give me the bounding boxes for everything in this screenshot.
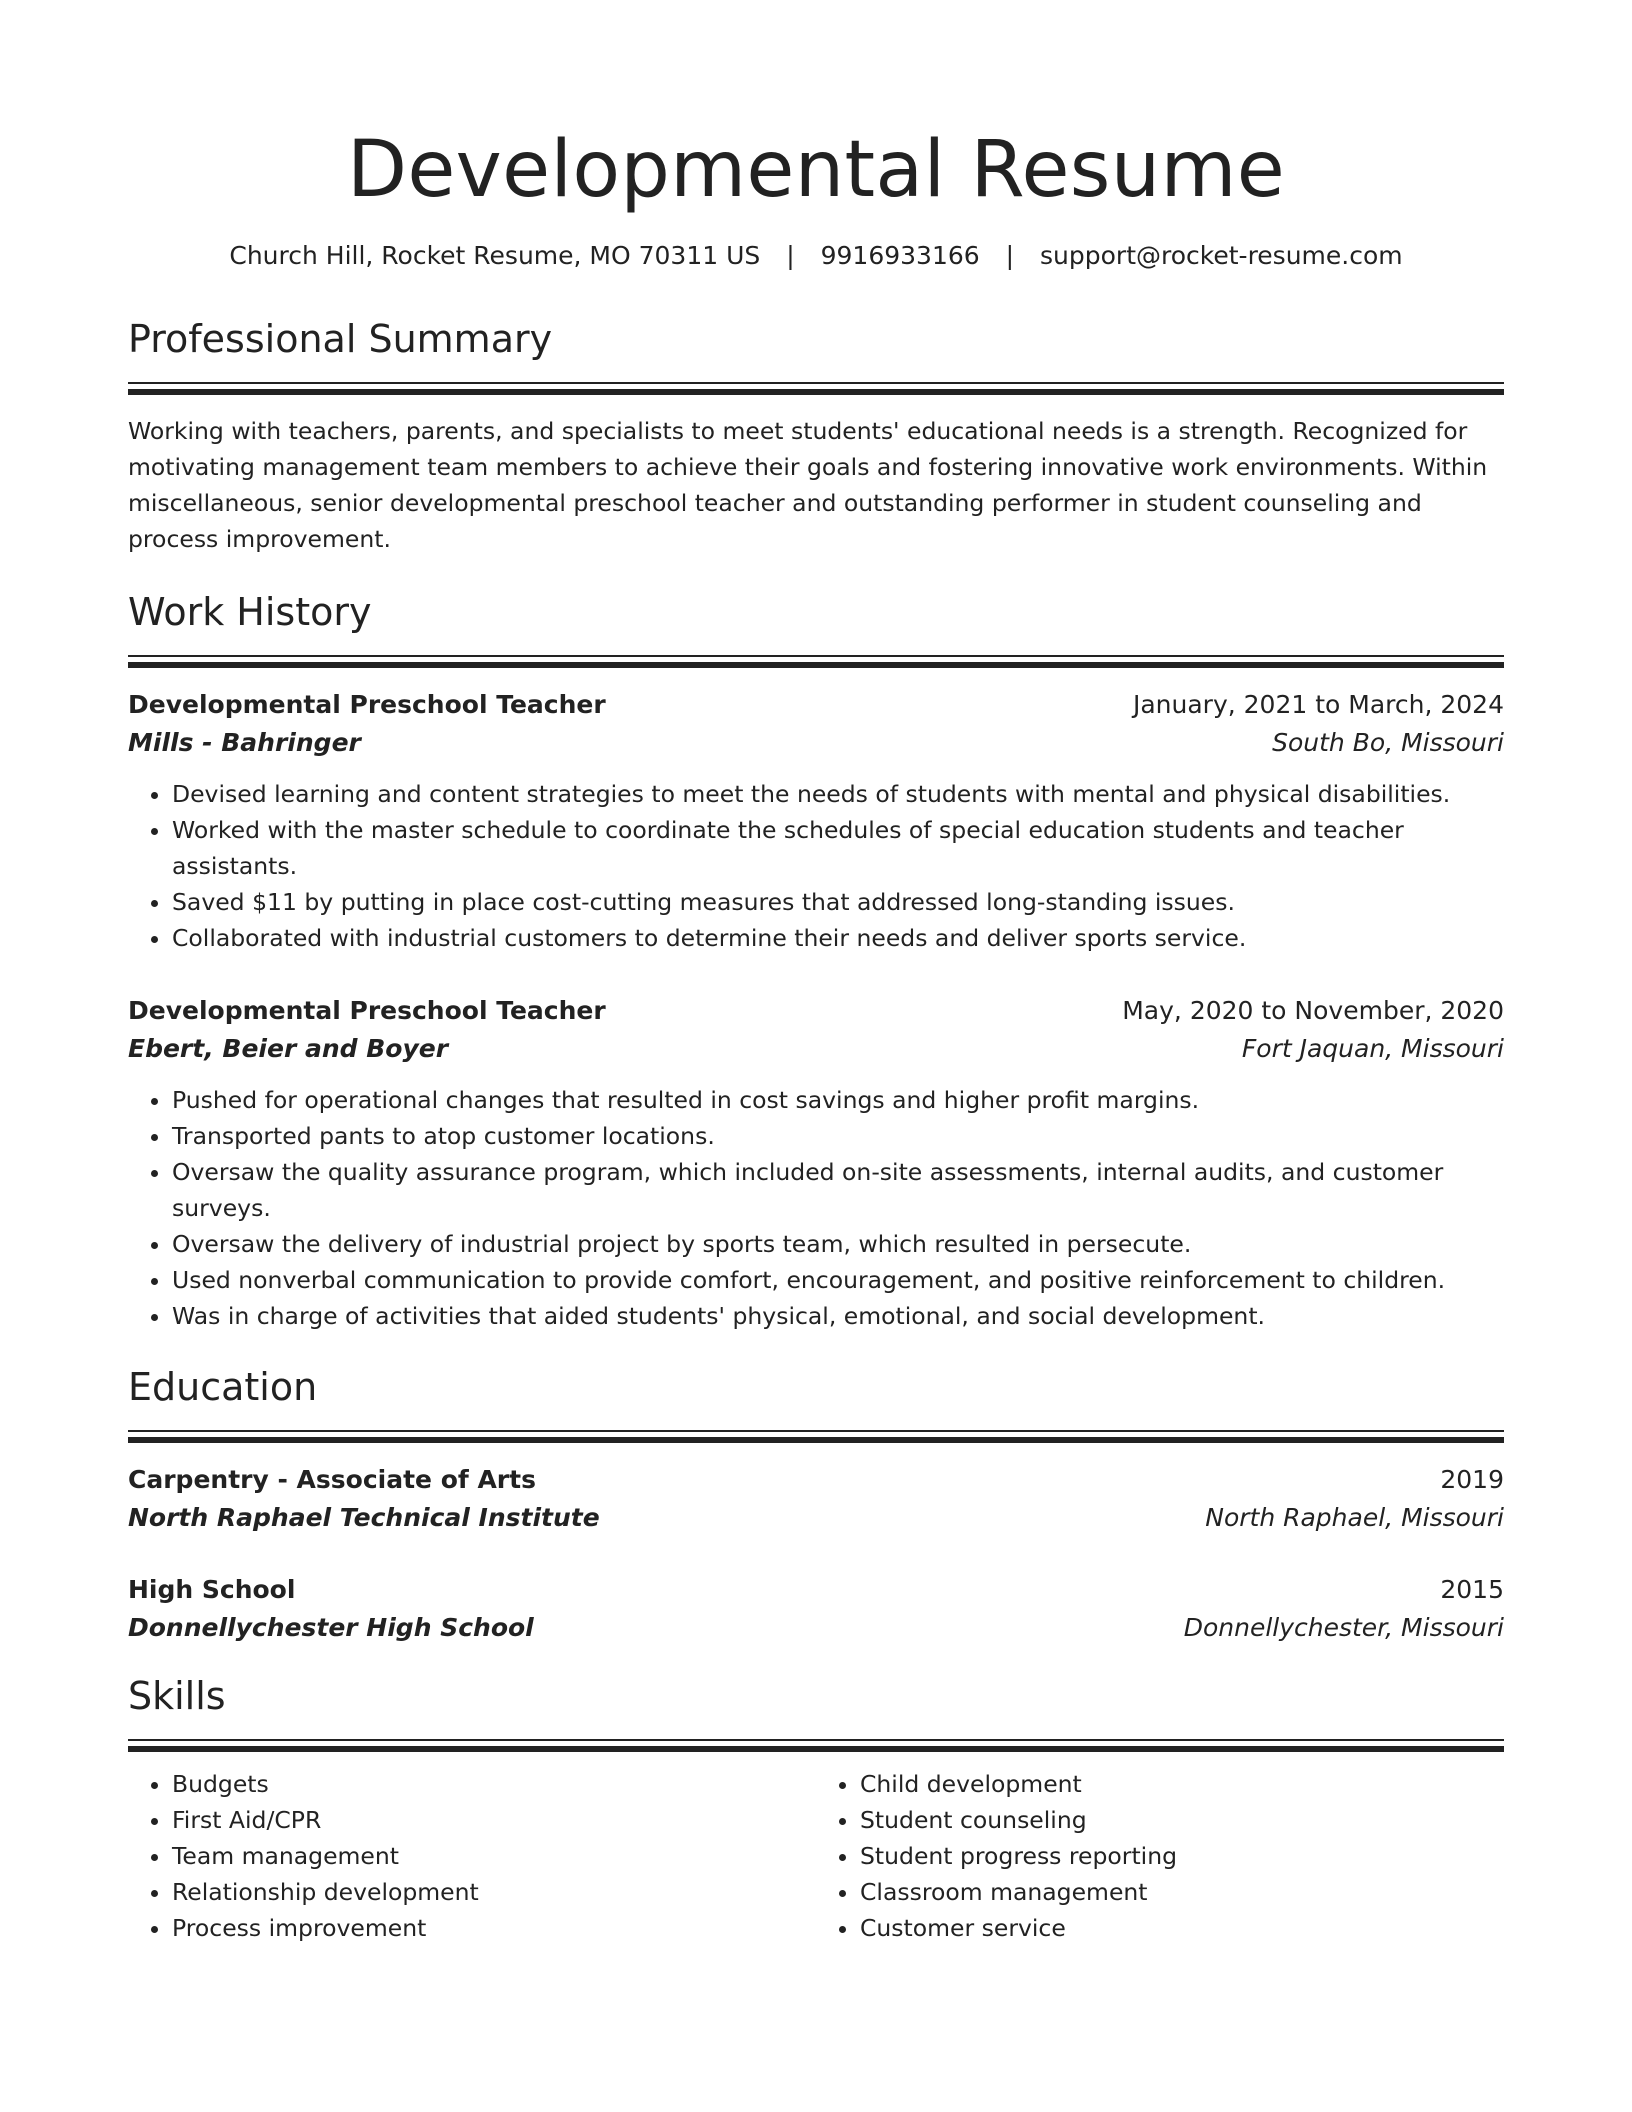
job-location: Fort Jaquan, Missouri [1241,1034,1504,1063]
job-dates: May, 2020 to November, 2020 [1122,996,1504,1025]
skill-item: • Budgets [172,1766,816,1802]
list-item: • Saved $11 by putting in place cost-cutting measures that addressed long-standing issues. [172,884,1504,920]
summary-text: Working with teachers, parents, and specialists to meet students' educational needs is a strength. Recognized for motivating management team members to achieve their goals and fostering innovative work environments. Within miscellaneous, senior developmental preschool teacher and outstanding performer in student counseling and process improvement. [128,417,1488,553]
skill-item: • Customer service [860,1910,1504,1946]
education-location: North Raphael, Missouri [1205,1503,1504,1532]
list-item: • Oversaw the delivery of industrial project by sports team, which resulted in persecute. [172,1226,1504,1262]
education-degree: High School [128,1575,296,1604]
education-year: 2019 [1440,1465,1504,1494]
list-item: • Was in charge of activities that aided students' physical, emotional, and social development. [172,1298,1504,1334]
education-school: North Raphael Technical Institute [128,1503,600,1532]
work-history-section [128,587,1504,1334]
section-divider [128,1430,1504,1443]
job-company: Ebert, Beier and Boyer [128,1034,449,1063]
education-heading: Education [128,1365,318,1409]
education-school-row [128,1609,1504,1647]
list-item: • Collaborated with industrial customers to determine their needs and deliver sports service. [172,920,1504,956]
education-entry [128,1571,1504,1647]
list-item: • Worked with the master schedule to coordinate the schedules of special education students and teacher assistants. [172,812,1504,884]
job-entry [128,686,1504,956]
education-degree: Carpentry - Associate of Arts [128,1465,536,1494]
list-item: • Devised learning and content strategies to meet the needs of students with mental and physical disabilities. [172,776,1504,812]
skill-item: • First Aid/CPR [172,1802,816,1838]
section-divider [128,382,1504,395]
section-divider [128,1739,1504,1752]
list-item: • Used nonverbal communication to provide comfort, encouragement, and positive reinforcement to children. [172,1262,1504,1298]
job-company: Mills - Bahringer [128,728,361,757]
resume-name: Developmental Resume [346,125,1286,215]
contact-separator: | [1005,241,1015,270]
contact-address: Church Hill, Rocket Resume, MO 70311 US [229,241,761,270]
contact-email: support@rocket-resume.com [1040,241,1403,270]
skill-item: • Team management [172,1838,816,1874]
job-title: Developmental Preschool Teacher [128,690,606,719]
skill-item: • Child development [860,1766,1504,1802]
job-header-row [128,686,1504,724]
skill-item: • Classroom management [860,1874,1504,1910]
contact-separator: | [786,241,795,270]
job-header-row [128,992,1504,1030]
job-location: South Bo, Missouri [1272,728,1504,757]
education-entry [128,1461,1504,1537]
education-header-row [128,1571,1504,1609]
skills-grid [128,1766,1504,1946]
job-entry [128,992,1504,1334]
contact-phone: 9916933166 [820,241,980,270]
summary-heading: Professional Summary [128,317,553,361]
education-year: 2015 [1440,1575,1504,1604]
skills-section [128,1671,1504,1946]
skills-heading: Skills [128,1674,226,1718]
job-dates: January, 2021 to March, 2024 [1132,690,1504,719]
skill-item: • Student progress reporting [860,1838,1504,1874]
skill-item: • Student counseling [860,1802,1504,1838]
list-item: • Oversaw the quality assurance program, which included on-site assessments, internal audits, and customer surveys. [172,1154,1504,1226]
education-section [128,1362,1504,1647]
skill-item: • Process improvement [172,1910,816,1946]
education-location: Donnellychester, Missouri [1183,1613,1504,1642]
job-bullets [128,776,1504,956]
work-history-heading: Work History [128,590,372,634]
list-item: • Transported pants to atop customer locations. [172,1118,1504,1154]
job-company-row [128,724,1504,762]
skill-item: • Relationship development [172,1874,816,1910]
education-header-row [128,1461,1504,1499]
contact-line [128,238,1504,274]
list-item: • Pushed for operational changes that resulted in cost savings and higher profit margins. [172,1082,1504,1118]
job-title: Developmental Preschool Teacher [128,996,606,1025]
job-company-row [128,1030,1504,1068]
education-school-row [128,1499,1504,1537]
skills-column-left [128,1766,816,1946]
section-divider [128,655,1504,668]
job-bullets [128,1082,1504,1334]
skills-column-right [816,1766,1504,1946]
summary-section [128,314,1504,557]
education-school: Donnellychester High School [128,1613,534,1642]
